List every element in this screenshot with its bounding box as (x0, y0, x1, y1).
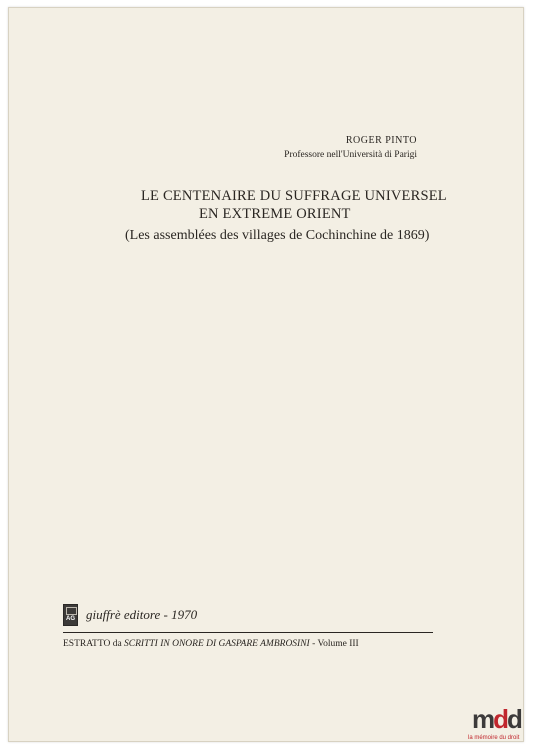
mdd-logo-mark (472, 706, 521, 732)
book-cover (8, 7, 524, 742)
estratto-work-title: SCRITTI IN ONORE DI GASPARE AMBROSINI (124, 639, 310, 649)
publisher-logo-icon (63, 604, 78, 626)
publisher-logo-frame (66, 607, 77, 615)
author-affiliation: Professore nell'Università di Parigi (284, 150, 417, 160)
divider-rule (63, 632, 433, 633)
title-line-1: LE CENTENAIRE DU SUFFRAGE UNIVERSEL (141, 188, 447, 204)
mdd-watermark-logo (468, 706, 528, 746)
mdd-letter-d-accent: d (493, 704, 508, 734)
estratto-volume: - Volume III (309, 639, 359, 649)
title-line-2: EN EXTREME ORIENT (199, 206, 351, 222)
mdd-letter-m: m (472, 704, 494, 734)
estratto-line (63, 638, 359, 650)
author-block (284, 135, 417, 161)
publisher-logo-mark: AG (66, 616, 75, 622)
mdd-letter-d: d (507, 704, 521, 734)
publisher-imprint: giuffrè editore - 1970 (86, 607, 198, 622)
author-name: ROGER PINTO (345, 135, 417, 146)
estratto-prefix: ESTRATTO da (63, 639, 125, 649)
subtitle: (Les assemblées des villages de Cochinchine de 1869) (125, 228, 430, 243)
mdd-tagline: la mémoire du droit (468, 735, 520, 741)
